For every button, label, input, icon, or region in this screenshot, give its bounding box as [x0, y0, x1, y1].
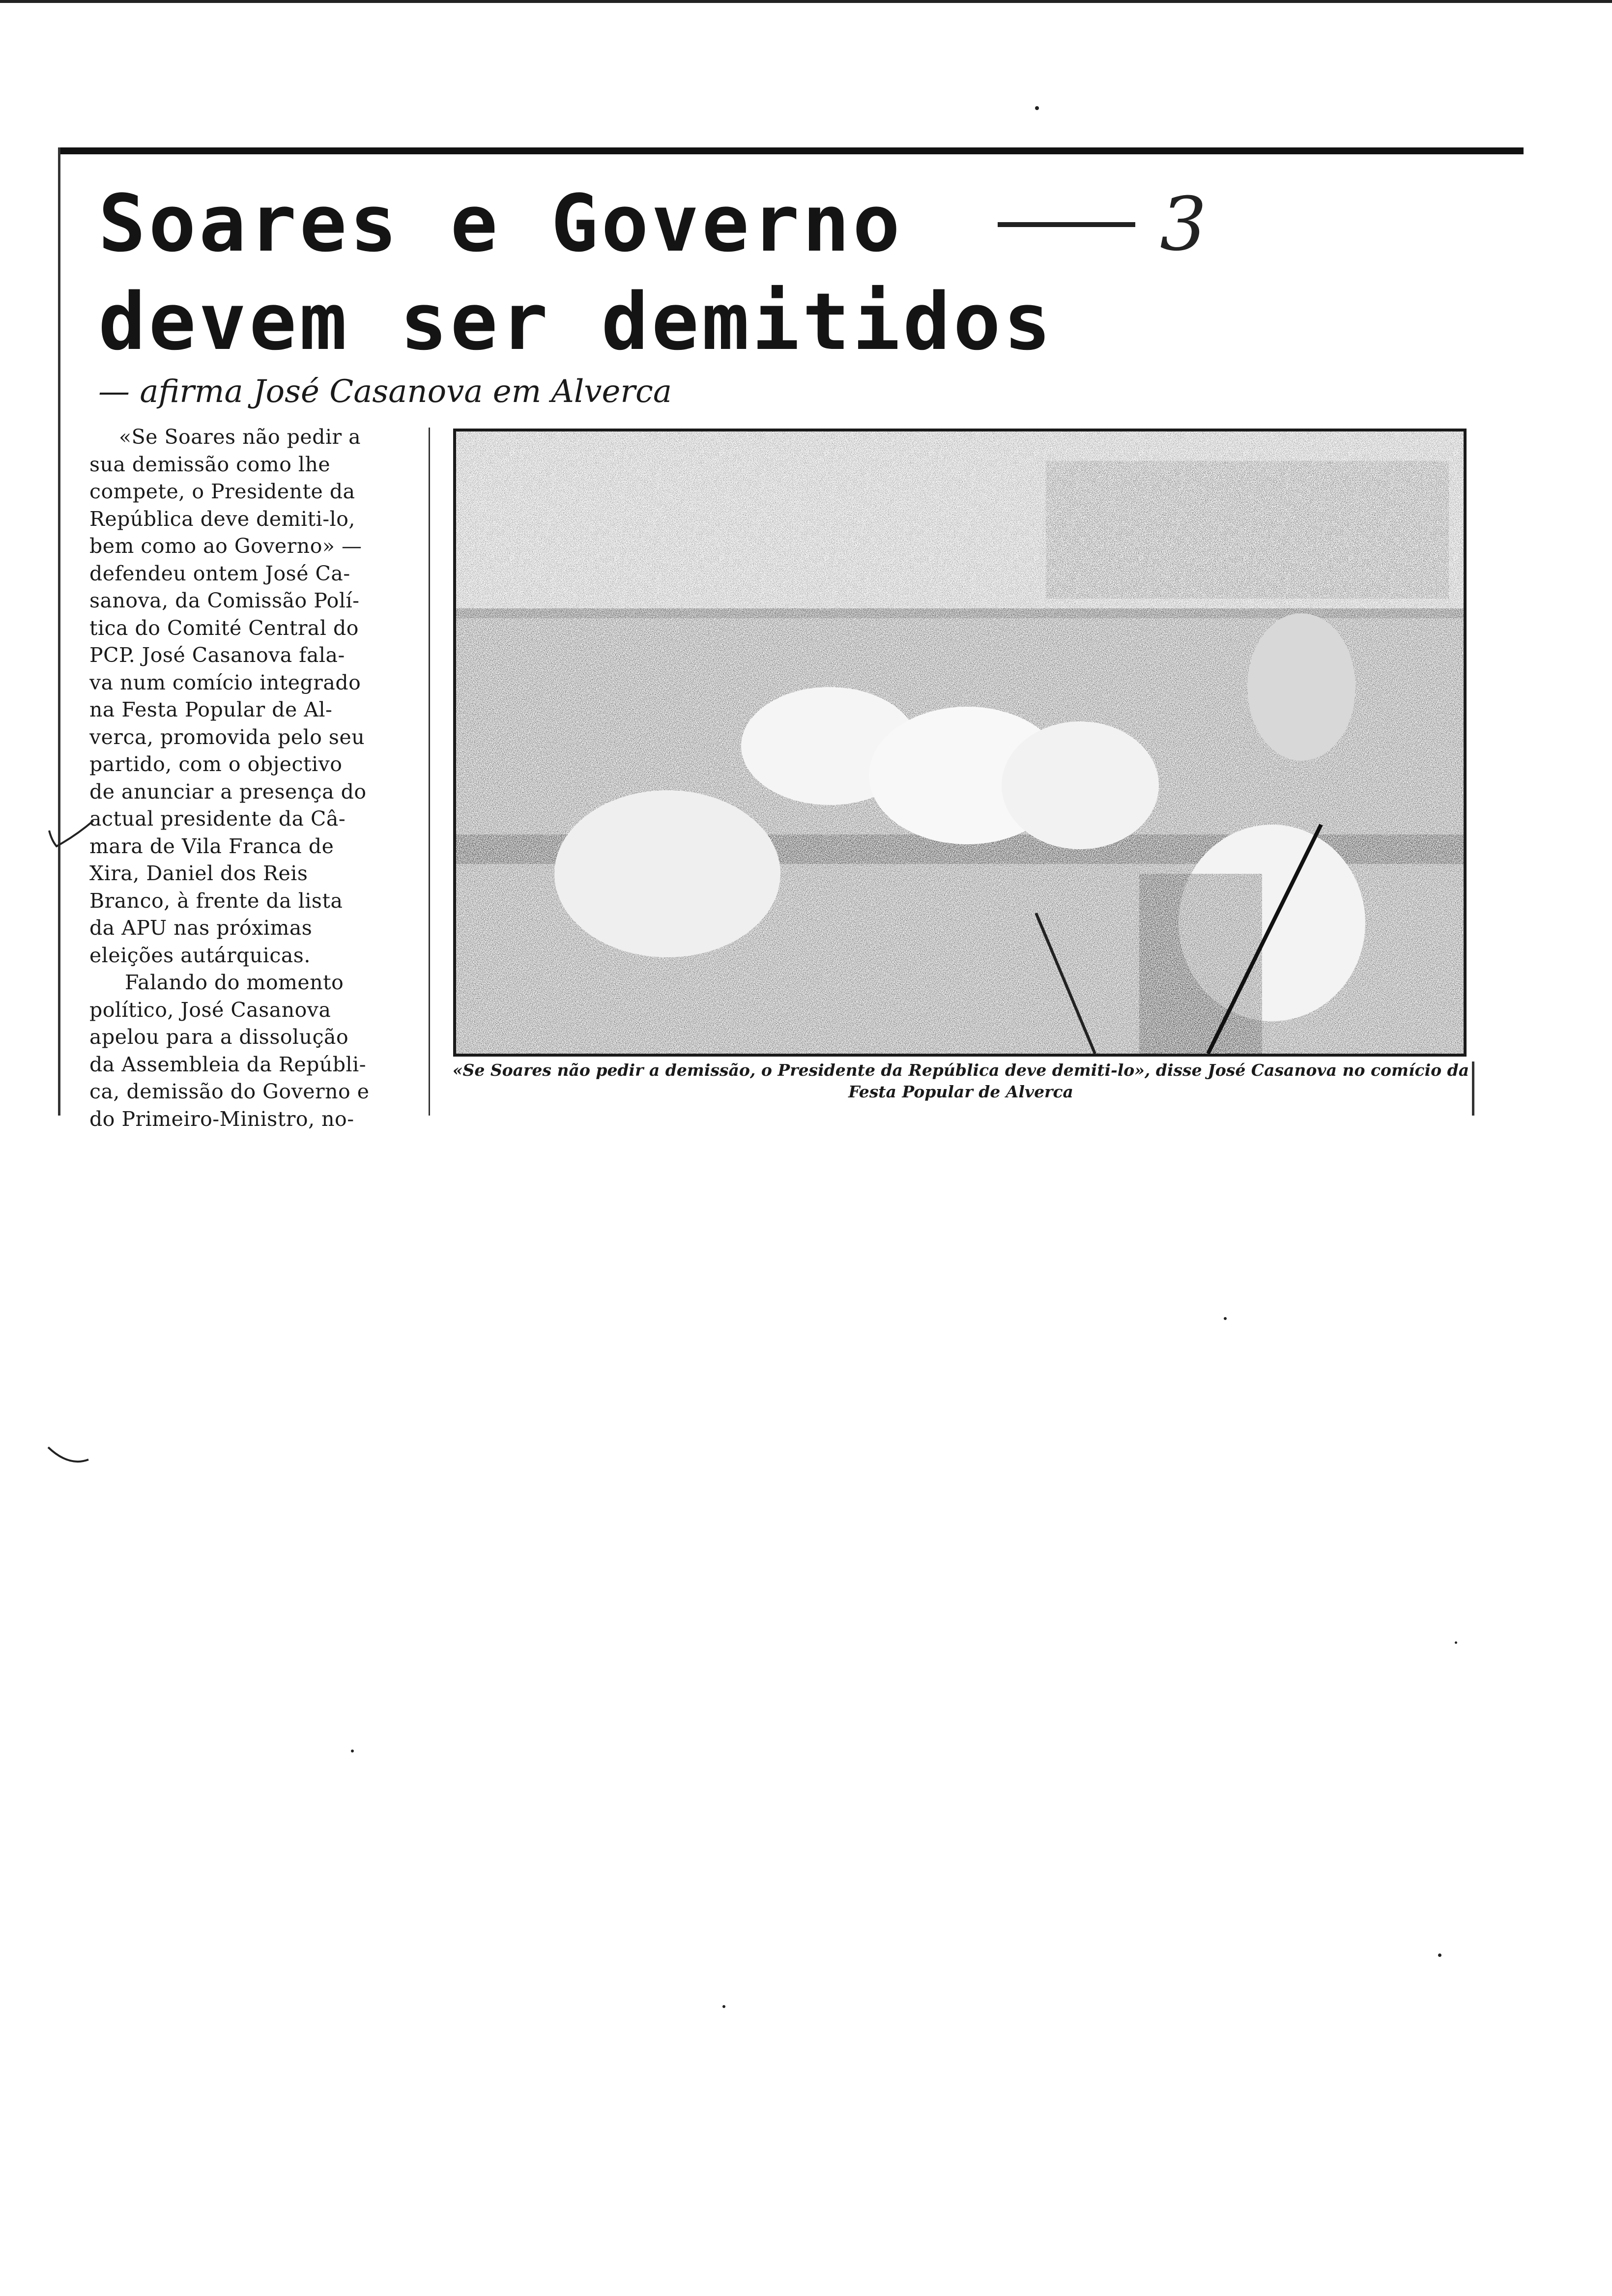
- margin-bracket-mark: [44, 1440, 93, 1474]
- body-line: mara de Vila Franca de: [89, 834, 334, 858]
- body-line: PCP. José Casanova fala-: [89, 643, 345, 667]
- scan-speck: [1438, 1953, 1441, 1957]
- margin-bracket-mark: [47, 816, 96, 855]
- photo-caption: «Se Soares não pedir a demissão, o Presidente da República deve demiti-lo», disse José Casanova no comício da Festa Popular de Alverca: [452, 1061, 1469, 1101]
- body-line: actual presidente da Câ-: [89, 807, 346, 831]
- headline: [98, 174, 1054, 371]
- clipping-top-rule: [58, 147, 1524, 154]
- handwritten-dash: [998, 222, 1135, 227]
- subheadline: — afirma José Casanova em Alverca: [98, 373, 672, 410]
- scan-speck: [1455, 1641, 1457, 1644]
- body-line: verca, promovida pelo seu: [89, 725, 365, 749]
- crowd-photo-illustration: [456, 431, 1464, 1054]
- body-line: de anunciar a presença do: [89, 779, 367, 804]
- body-line: Xira, Daniel dos Reis: [89, 861, 308, 885]
- body-line: bem como ao Governo» —: [89, 534, 362, 558]
- body-line: defendeu ontem José Ca-: [89, 561, 350, 585]
- headline-line-2: devem ser demitidos: [98, 276, 1054, 368]
- body-line: da APU nas próximas: [89, 916, 313, 940]
- body-line: tica do Comité Central do: [89, 616, 359, 640]
- scan-speck: [351, 1750, 354, 1752]
- body-line: Falando do momento: [125, 971, 344, 994]
- handwritten-page-note: 3: [1160, 182, 1207, 267]
- body-line: Branco, à frente da lista: [89, 889, 343, 913]
- body-line: apelou para a dissolução: [89, 1025, 349, 1049]
- body-line: República deve demiti-lo,: [89, 507, 355, 531]
- body-line: «Se Soares não pedir a: [119, 425, 361, 449]
- crowd-photo: [453, 429, 1467, 1057]
- body-line: político, José Casanova: [89, 998, 331, 1022]
- body-line: da Assembleia da Repúbli-: [89, 1052, 367, 1076]
- column-divider: [429, 428, 430, 1116]
- body-line: eleições autárquicas.: [89, 943, 311, 967]
- body-line: sanova, da Comissão Polí-: [89, 589, 360, 612]
- body-line: do Primeiro-Ministro, no-: [89, 1107, 354, 1131]
- scan-speck: [1035, 106, 1039, 110]
- clipping-left-rule: [58, 147, 60, 1116]
- headline-line-1: Soares e Governo: [98, 177, 903, 269]
- article-body-column: [89, 424, 409, 1133]
- body-line: compete, o Presidente da: [89, 480, 355, 503]
- body-line: va num comício integrado: [89, 670, 361, 694]
- body-line: sua demissão como lhe: [89, 452, 331, 476]
- body-line: na Festa Popular de Al-: [89, 698, 333, 721]
- body-line: partido, com o objectivo: [89, 752, 343, 776]
- body-line: ca, demissão do Governo e: [89, 1080, 370, 1103]
- scan-speck: [722, 2005, 725, 2008]
- scan-edge-line: [0, 0, 1612, 3]
- scan-speck: [1224, 1317, 1227, 1320]
